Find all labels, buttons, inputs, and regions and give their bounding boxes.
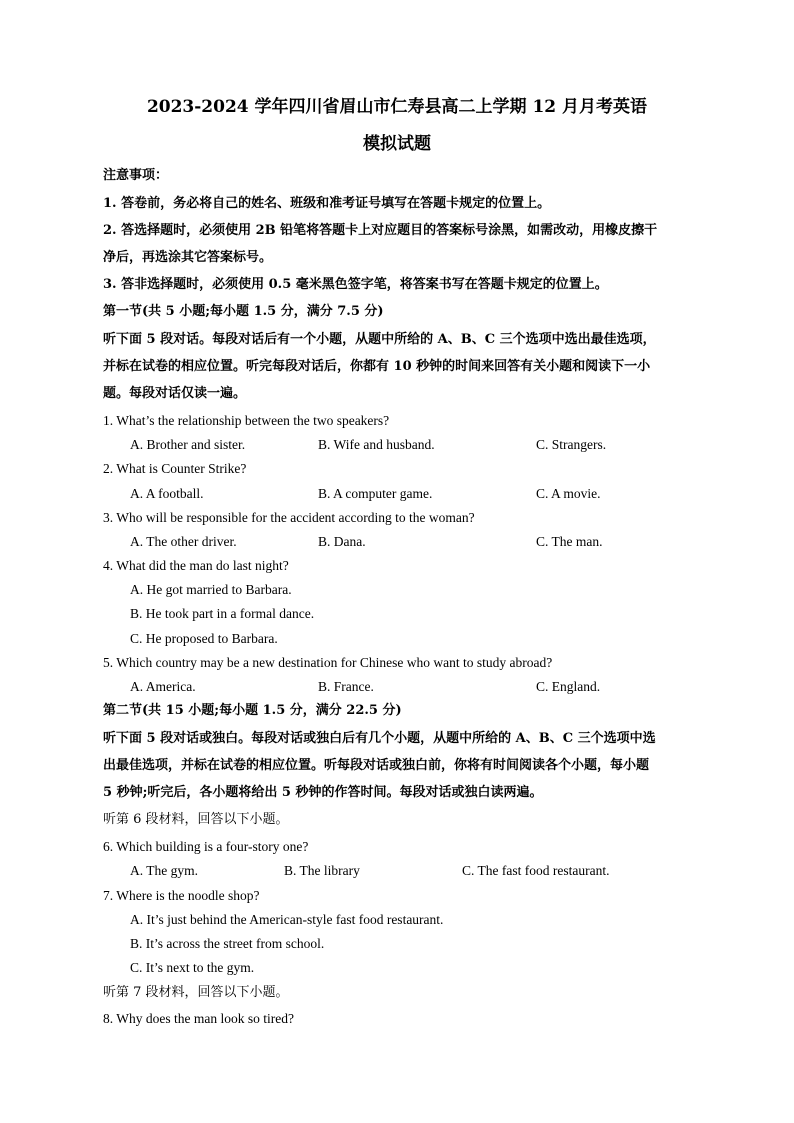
section1-heading: 第一节(共 5 小题;每小题 1.5 分，满分 7.5 分) <box>103 304 384 319</box>
notice-heading: 注意事项： <box>103 168 169 183</box>
question-2: 2. What is Counter Strike? <box>103 461 247 476</box>
question-6: 6. Which building is a four-story one? <box>103 839 309 854</box>
question-3: 3. Who will be responsible for the accident according to the woman? <box>103 510 475 525</box>
q6-option-a: A. The gym. <box>130 863 198 878</box>
question-7: 7. Where is the noodle shop? <box>103 888 260 903</box>
q4-option-c: C. He proposed to Barbara. <box>130 631 278 646</box>
question-5: 5. Which country may be a new destination for Chinese who want to study abroad? <box>103 655 553 670</box>
listen-material-6: 听第 6 段材料，回答以下小题。 <box>103 812 289 827</box>
q5-option-c: C. England. <box>536 679 601 694</box>
q7-option-b: B. It’s across the street from school. <box>130 936 325 951</box>
notice-item-1: 1. 答卷前，务必将自己的姓名、班级和准考证号填写在答题卡规定的位置上。 <box>103 196 551 211</box>
q1-option-b: B. Wife and husband. <box>318 437 435 452</box>
page-subtitle: 模拟试题 <box>363 134 431 154</box>
q5-option-b: B. France. <box>318 679 374 694</box>
q6-option-c: C. The fast food restaurant. <box>462 863 610 878</box>
q2-option-a: A. A football. <box>130 486 204 501</box>
q6-option-b: B. The library <box>284 863 360 878</box>
notice-item-2-line-1: 2. 答选择题时，必须使用 2B 铅笔将答题卡上对应题目的答案标号涂黑，如需改动，用橡皮擦干 <box>103 223 658 238</box>
q3-option-a: A. The other driver. <box>130 534 237 549</box>
q2-option-c: C. A movie. <box>536 486 601 501</box>
section1-instructions-1: 听下面 5 段对话。每段对话后有一个小题，从题中所给的 A、B、C 三个选项中选出最佳选项， <box>103 332 656 347</box>
q1-option-c: C. Strangers. <box>536 437 607 452</box>
question-8: 8. Why does the man look so tired? <box>103 1011 294 1026</box>
section2-instructions-1: 听下面 5 段对话或独白。每段对话或独白后有几个小题，从题中所给的 A、B、C 三个选项中选 <box>103 731 656 746</box>
section2-instructions-3: 5 秒钟;听完后，各小题将给出 5 秒钟的作答时间。每段对话或独白读两遍。 <box>103 785 543 800</box>
notice-item-2-line-2: 净后，再选涂其它答案标号。 <box>103 250 273 265</box>
page-title: 2023-2024 学年四川省眉山市仁寿县高二上学期 12 月月考英语 <box>146 97 648 117</box>
q2-option-b: B. A computer game. <box>318 486 433 501</box>
section1-instructions-3: 题。每段对话仅读一遍。 <box>103 386 247 401</box>
q7-option-a: A. It’s just behind the American-style fast food restaurant. <box>130 912 444 927</box>
question-1: 1. What’s the relationship between the two speakers? <box>103 413 390 428</box>
q4-option-b: B. He took part in a formal dance. <box>130 606 315 621</box>
q4-option-a: A. He got married to Barbara. <box>130 582 292 597</box>
q7-option-c: C. It’s next to the gym. <box>130 960 255 975</box>
q3-option-b: B. Dana. <box>318 534 366 549</box>
q5-option-a: A. America. <box>130 679 196 694</box>
listen-material-7: 听第 7 段材料，回答以下小题。 <box>103 985 289 1000</box>
question-4: 4. What did the man do last night? <box>103 558 289 573</box>
section2-heading: 第二节(共 15 小题;每小题 1.5 分，满分 22.5 分) <box>103 703 402 718</box>
section1-instructions-2: 并标在试卷的相应位置。听完每段对话后，你都有 10 秒钟的时间来回答有关小题和阅读下一小 <box>103 359 651 374</box>
q1-option-a: A. Brother and sister. <box>130 437 246 452</box>
notice-item-3: 3. 答非选择题时，必须使用 0.5 毫米黑色签字笔，将答案书写在答题卡规定的位置上。 <box>103 277 608 292</box>
q3-option-c: C. The man. <box>536 534 603 549</box>
section2-instructions-2: 出最佳选项，并标在试卷的相应位置。听每段对话或独白前，你将有时间阅读各个小题，每小题 <box>103 758 650 773</box>
